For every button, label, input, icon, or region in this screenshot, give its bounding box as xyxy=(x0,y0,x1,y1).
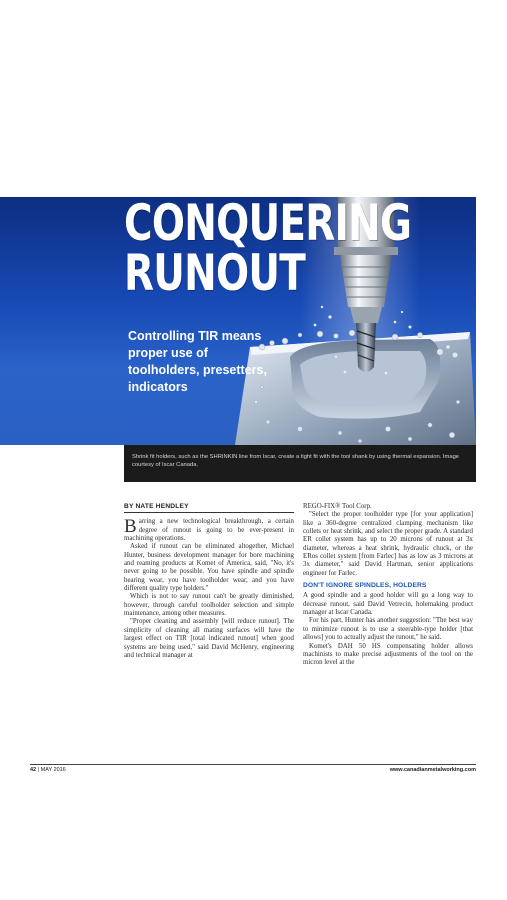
drop-cap: B xyxy=(124,516,137,538)
body-paragraph: Asked if runout can be eliminated altogether, Michael Hunter, business development manager for bore machining and reaming products at Komet of America, said, "No, it's never going to be possible. You have spindle and spindle bearing wear, you have toolholder wear, and you have different quality type holders." xyxy=(124,543,294,593)
body-paragraph: "Proper cleaning and assembly [will reduce runout]. The simplicity of cleaning all mating surfaces will have the largest effect on TIR [total indicated runout] when good systems are being used," said David McHenry, engineering and technical manager at xyxy=(124,618,294,659)
body-paragraph: Komet's DAH 50 HS compensating holder allows machinists to make precise adjustments of the tool on the micron level at the xyxy=(303,642,473,667)
body-paragraph: A good spindle and a good holder will go a long way to decrease runout, said David Vetrecin, holemaking product manager at Iscar Canada. xyxy=(303,592,473,617)
body-paragraph: Which is not to say runout can't be greatly diminished, however, through careful toolholder selection and simple maintenance, among other measures. xyxy=(124,593,294,618)
page-number: 42 xyxy=(30,767,37,773)
footer-rule xyxy=(30,764,476,765)
body-paragraph: "Select the proper toolholder type [for your application] like a 360-degree centralized clamping mechanism like collets or heat shrink, and select the proper grade. A standard ER collet system has up to 20 microns of runout at 3x diameter, whereas a heat shrink, hydraulic chuck, or the ERos collet system [from Farlec] has as low as 3 microns at 3x diameter," said David Hartman, senior applications engineer for Farlec. xyxy=(303,511,473,577)
issue-date: MAY 2016 xyxy=(40,767,66,773)
headline-line-1: CONQUERING xyxy=(124,194,412,252)
article-column-right xyxy=(303,503,473,668)
article-deck: Controlling TIR means proper use of toolholders, presetters, indicators xyxy=(128,329,267,394)
article-column-left xyxy=(124,503,294,660)
section-subhead: DON'T IGNORE SPINDLES, HOLDERS xyxy=(303,582,427,590)
byline: BY NATE HENDLEY xyxy=(124,503,294,513)
body-paragraph: REGO-FIX® Tool Corp. xyxy=(303,503,372,510)
website-url: www.canadianmetalworking.com xyxy=(389,767,476,773)
lead-text: arring a new technological breakthrough, a certain degree of runout is going to be ever-present in machining operations. xyxy=(124,518,294,543)
page-folio: 42 | MAY 2016 xyxy=(30,767,66,773)
body-paragraph: For his part, Hunter has another suggestion: "The best way to minimize runout is to use a steerable-type holder [that allows] you to actually adjust the runout," he said. xyxy=(303,617,473,642)
article-headline xyxy=(124,194,412,302)
headline-line-2: RUNOUT xyxy=(124,244,306,302)
lead-paragraph xyxy=(124,518,294,543)
photo-caption: Shrink fit holders, such as the SHRINKIN line from Iscar, create a tight fit with the tool shank by using thermal expansion. Image courtesy of Iscar Canada. xyxy=(124,445,476,482)
